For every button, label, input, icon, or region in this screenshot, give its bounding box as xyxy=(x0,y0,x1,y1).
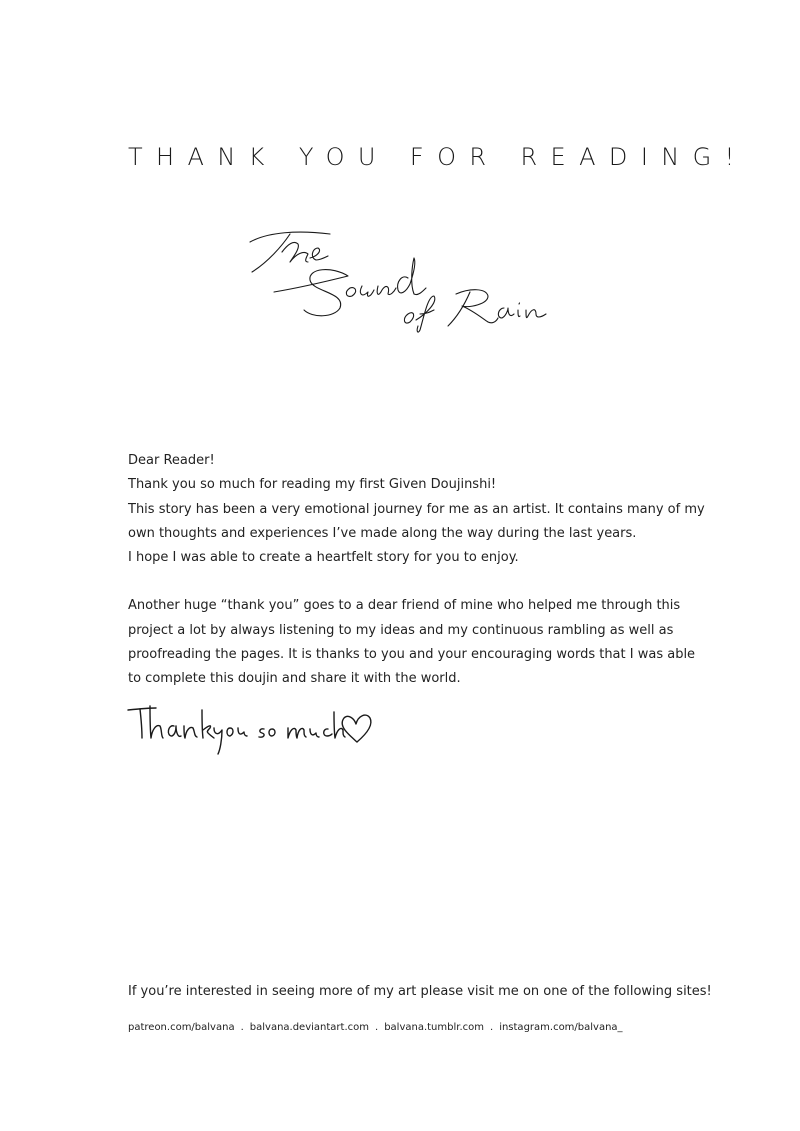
story-title-logo xyxy=(238,222,558,334)
letter-line: Dear Reader! xyxy=(128,453,215,468)
letter-body xyxy=(128,449,705,692)
letter-paragraph-1 xyxy=(128,449,705,570)
link-tumblr[interactable]: balvana.tumblr.com xyxy=(384,1022,484,1033)
handwritten-signature xyxy=(126,700,376,760)
footer-text: If you’re interested in seeing more of my art please visit me on one of the following sites! xyxy=(128,984,712,999)
link-separator: . xyxy=(375,1022,379,1033)
link-deviantart[interactable]: balvana.deviantart.com xyxy=(249,1022,369,1033)
letter-line: This story has been a very emotional journey for me as an artist. It contains many of my xyxy=(128,501,705,517)
paragraph-spacer xyxy=(128,570,678,594)
letter-line: to complete this doujin and share it with the world. xyxy=(128,671,461,687)
page-title: THANK YOU FOR READING! xyxy=(128,143,748,171)
letter-line: project a lot by always listening to my ideas and my continuous rambling as well as xyxy=(128,622,674,638)
link-patreon[interactable]: patreon.com/balvana xyxy=(128,1022,235,1033)
link-instagram[interactable]: instagram.com/balvana_ xyxy=(499,1022,623,1033)
letter-line: own thoughts and experiences I’ve made along the way during the last years. xyxy=(128,525,637,541)
letter-line: I hope I was able to create a heartfelt story for you to enjoy. xyxy=(128,550,519,566)
link-separator: . xyxy=(240,1022,244,1033)
letter-line: Thank you so much for reading my first Given Doujinshi! xyxy=(128,477,497,493)
link-separator: . xyxy=(490,1022,494,1033)
letter-paragraph-2 xyxy=(128,594,696,691)
social-links xyxy=(128,1020,623,1036)
letter-line: proofreading the pages. It is thanks to you and your encouraging words that I was able xyxy=(128,647,696,663)
letter-line: Another huge “thank you” goes to a dear friend of mine who helped me through this xyxy=(128,598,681,614)
